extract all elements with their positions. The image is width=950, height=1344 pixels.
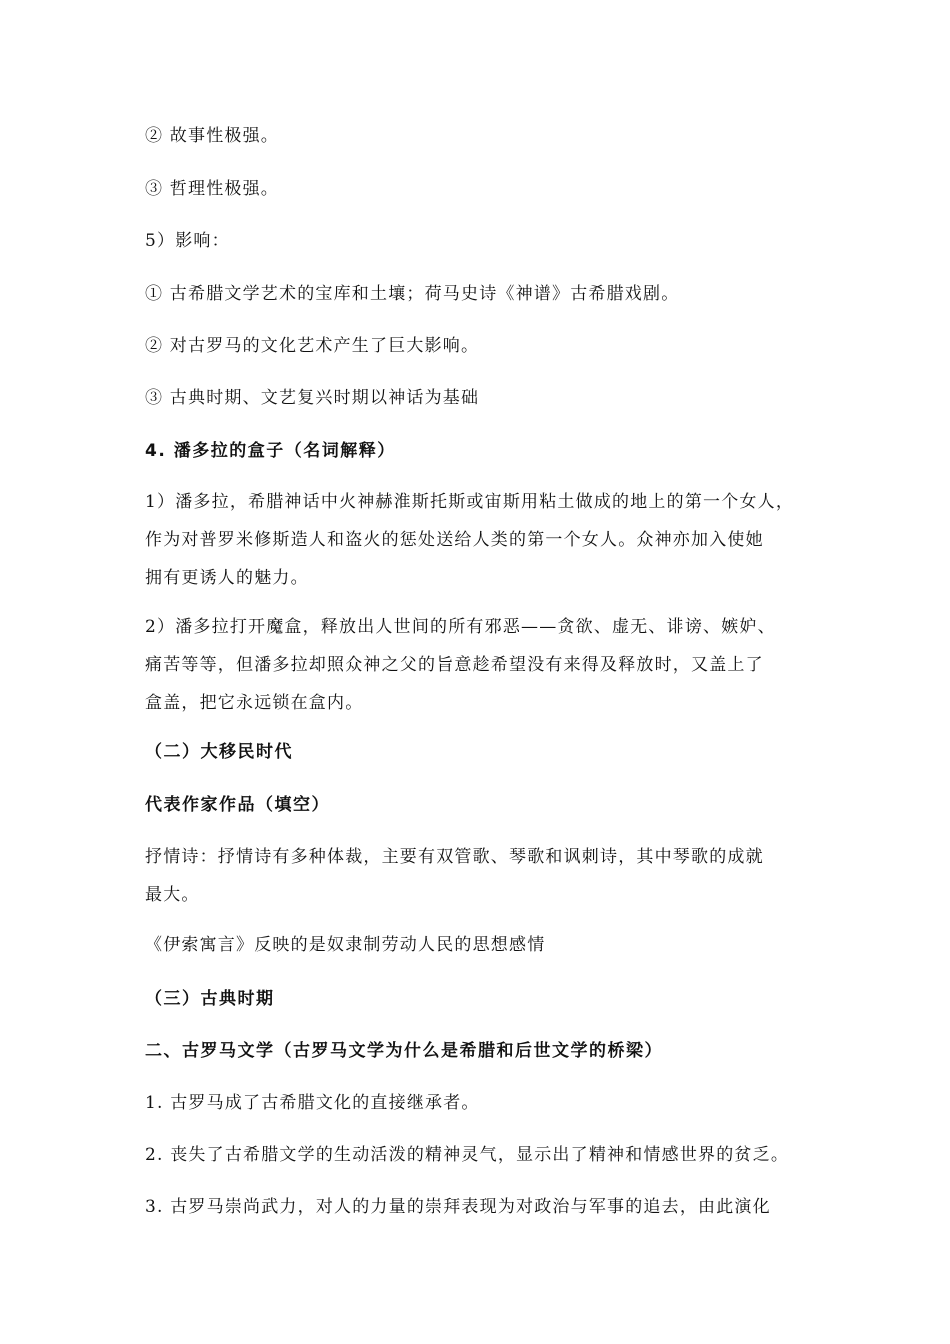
text-line: 拥有更诱人的魅力。 xyxy=(145,568,309,588)
text-line: 作为对普罗米修斯造人和盗火的惩处送给人类的第一个女人。众神亦加入使她 xyxy=(145,530,764,550)
heading-pandora-box: 4. 潘多拉的盒子（名词解释） xyxy=(145,441,396,461)
paragraph-influence-2: ② 对古罗马的文化艺术产生了巨大影响。 xyxy=(145,336,480,356)
heading-roman-literature: 二、古罗马文学（古罗马文学为什么是希腊和后世文学的桥梁） xyxy=(145,1041,663,1061)
paragraph-story: ② 故事性极强。 xyxy=(145,126,280,146)
paragraph-roman-2: 2. 丧失了古希腊文学的生动活泼的精神灵气，显示出了精神和情感世界的贫乏。 xyxy=(145,1145,790,1165)
paragraph-pandora-2 xyxy=(145,608,805,722)
text-line: 盒盖，把它永远锁在盒内。 xyxy=(145,693,364,713)
paragraph-influence-1: ① 古希腊文学艺术的宝库和土壤；荷马史诗《神谱》古希腊戏剧。 xyxy=(145,284,680,304)
paragraph-influence-3: ③ 古典时期、文艺复兴时期以神话为基础 xyxy=(145,388,480,408)
heading-representative-works: 代表作家作品（填空） xyxy=(145,795,330,815)
paragraph-pandora-1 xyxy=(145,483,805,597)
paragraph-roman-3: 3. 古罗马崇尚武力，对人的力量的崇拜表现为对政治与军事的追去，由此演化 xyxy=(145,1197,771,1217)
text-line: 痛苦等等，但潘多拉却照众神之父的旨意趁希望没有来得及释放时，又盖上了 xyxy=(145,655,764,675)
paragraph-roman-1: 1. 古罗马成了古希腊文化的直接继承者。 xyxy=(145,1093,480,1113)
text-line: 1）潘多拉，希腊神话中火神赫淮斯托斯或宙斯用粘土做成的地上的第一个女人， xyxy=(145,492,795,512)
paragraph-aesop: 《伊索寓言》反映的是奴隶制劳动人民的思想感情 xyxy=(145,935,546,955)
paragraph-philosophy: ③ 哲理性极强。 xyxy=(145,179,280,199)
text-line: 2）潘多拉打开魔盒，释放出人世间的所有邪恶——贪欲、虚无、诽谤、嫉妒、 xyxy=(145,617,776,637)
paragraph-lyric-poetry xyxy=(145,838,805,914)
paragraph-influence-heading: 5）影响： xyxy=(145,231,230,251)
text-line: 最大。 xyxy=(145,885,200,905)
heading-migration-era: （二）大移民时代 xyxy=(145,742,293,762)
heading-classical-period: （三）古典时期 xyxy=(145,989,275,1009)
text-line: 抒情诗：抒情诗有多种体裁，主要有双管歌、琴歌和讽刺诗，其中琴歌的成就 xyxy=(145,847,764,867)
